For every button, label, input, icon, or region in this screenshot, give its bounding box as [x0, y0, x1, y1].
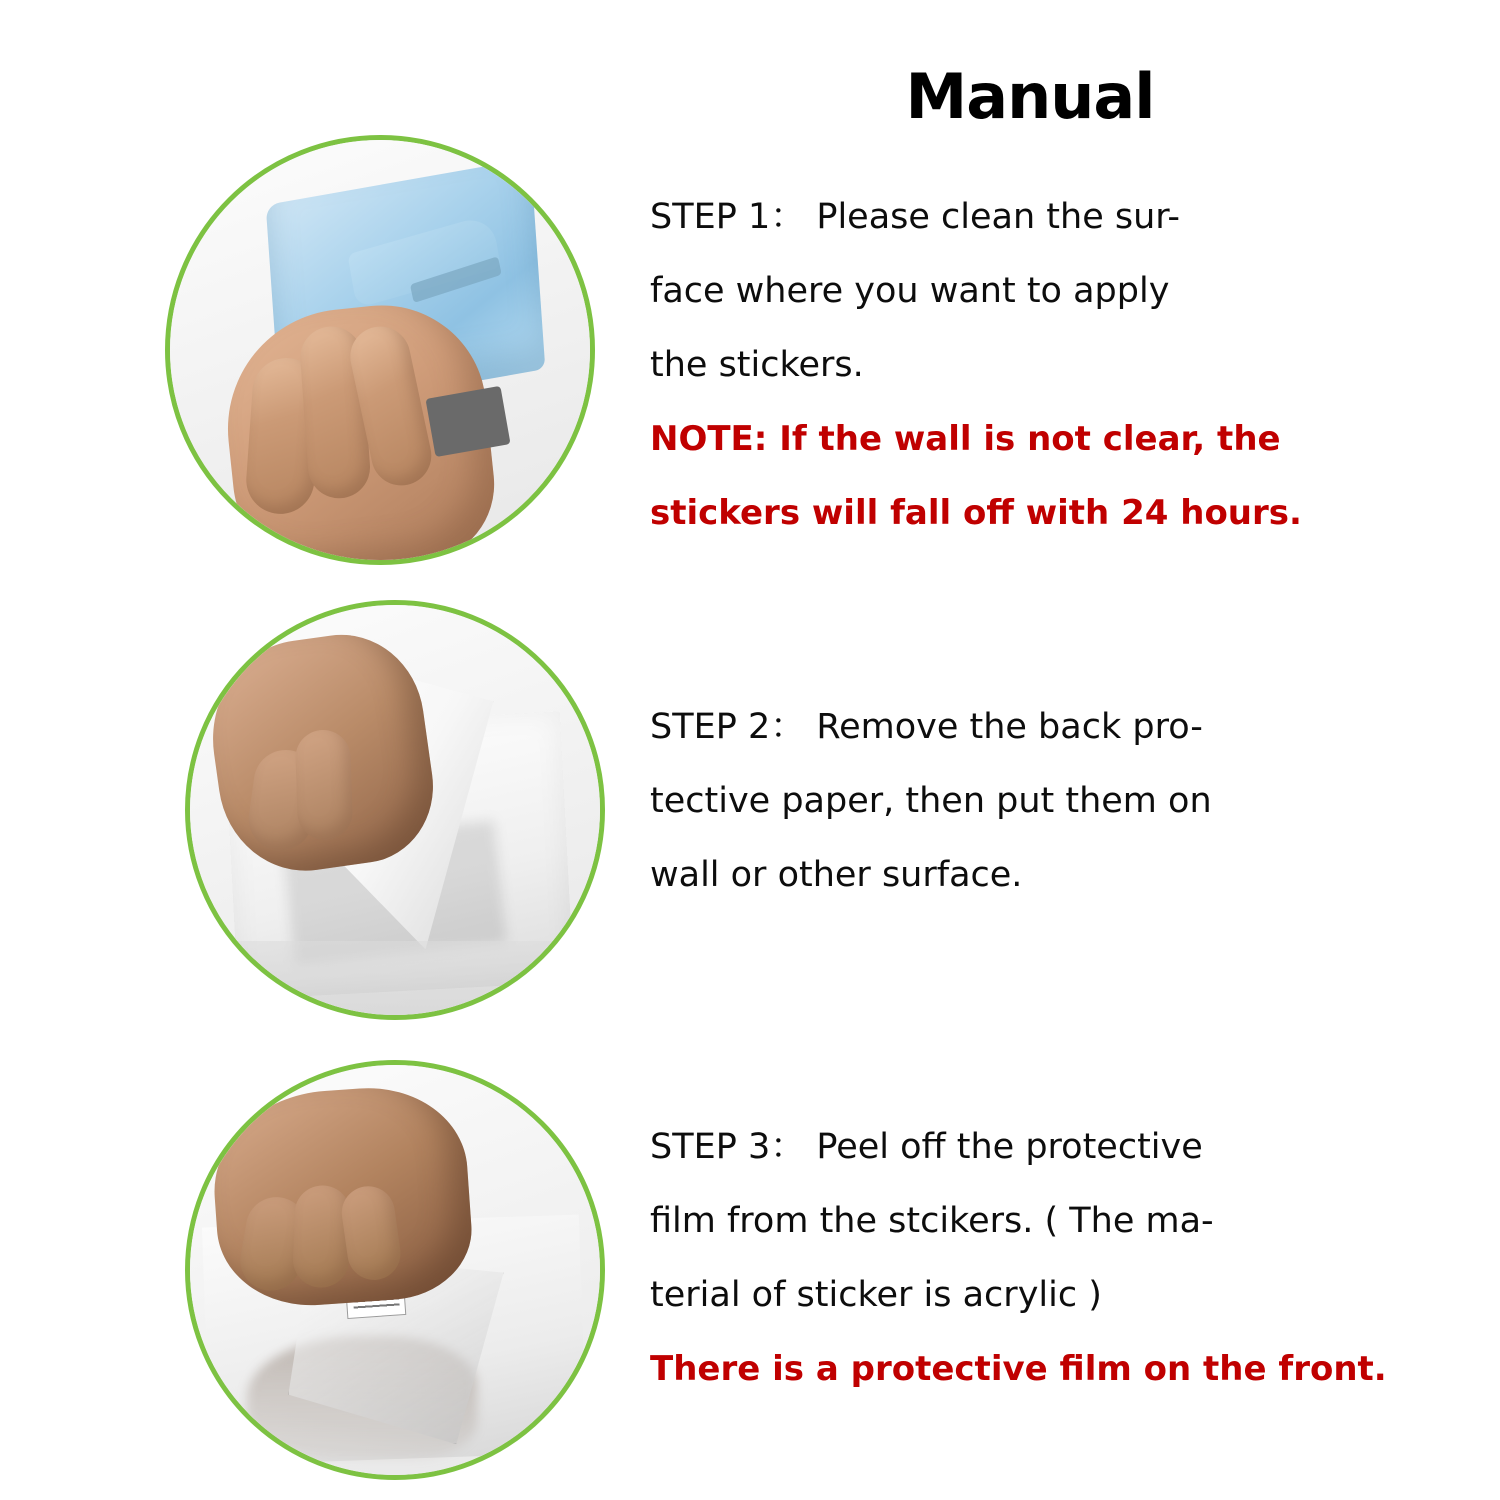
step-2-line-2: tective paper, then put them on	[650, 781, 1212, 821]
step-1-line-2: face where you want to apply	[650, 271, 1170, 311]
table-surface-shape	[190, 941, 600, 1015]
photo-3-scene	[190, 1065, 600, 1475]
step-1-note-line-1: NOTE: If the wall is not clear, the	[650, 419, 1281, 459]
step-3-note-line-1: There is a protective film on the front.	[650, 1349, 1387, 1389]
step-1-block	[650, 180, 1302, 550]
step-3-block	[650, 1110, 1387, 1406]
step-3-line-1: STEP 3： Peel off the protective	[650, 1127, 1203, 1167]
finger-shape	[294, 729, 353, 841]
peel-backing-paper-photo	[185, 600, 605, 1020]
step-1-note-line-2: stickers will fall off with 24 hours.	[650, 493, 1302, 533]
step-1-line-3: the stickers.	[650, 345, 864, 385]
step-1-line-1: STEP 1： Please clean the sur-	[650, 197, 1181, 237]
step-2-block	[650, 690, 1212, 912]
photo-1-scene	[170, 140, 590, 560]
cleaning-cloth-photo	[165, 135, 595, 565]
photo-2-scene	[190, 605, 600, 1015]
peel-protective-film-photo	[185, 1060, 605, 1480]
step-3-line-3: terial of sticker is acrylic )	[650, 1275, 1102, 1315]
step-3-line-2: film from the stcikers. ( The ma-	[650, 1201, 1214, 1241]
step-2-line-3: wall or other surface.	[650, 855, 1023, 895]
finger-shape	[292, 1184, 351, 1288]
page-title: Manual	[905, 60, 1155, 133]
finger-shape	[338, 1182, 404, 1282]
step-2-line-1: STEP 2： Remove the back pro-	[650, 707, 1203, 747]
